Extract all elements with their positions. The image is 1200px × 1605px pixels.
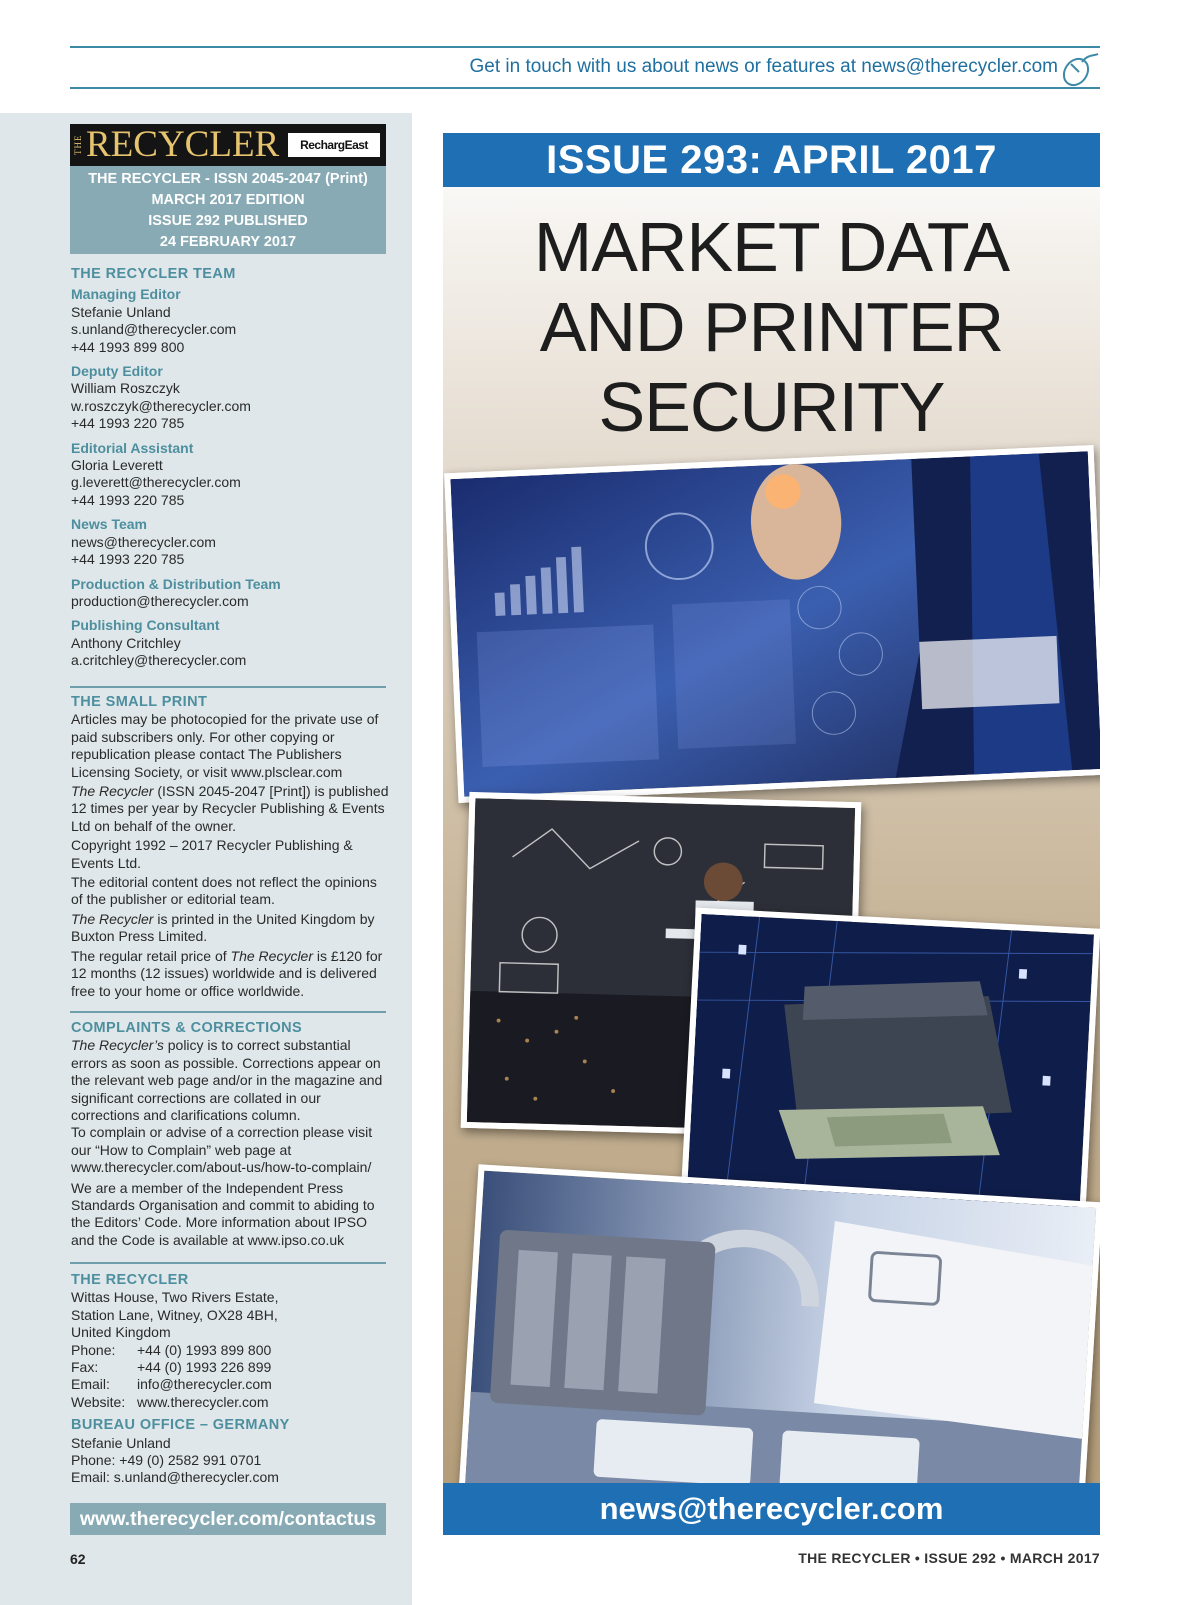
email-value[interactable]: info@therecycler.com [137, 1376, 272, 1393]
price-publication-name: The Recycler [230, 947, 313, 964]
news-team-label: News Team [71, 516, 147, 533]
address-heading: THE RECYCLER [71, 1272, 189, 1288]
news-team-email[interactable]: news@therecycler.com [71, 533, 216, 550]
address-phone-row [71, 1342, 391, 1359]
website-value[interactable]: www.therecycler.com [137, 1393, 269, 1410]
address-line-1: Wittas House, Two Rivers Estate, [71, 1289, 279, 1306]
issue-advert [443, 133, 1100, 1535]
publishing-consultant-email[interactable]: a.critchley@therecycler.com [71, 652, 247, 669]
photo-market-data [444, 445, 1100, 803]
complaints-how-to: To complain or advise of a correction please visit our “How to Complain” web page at www.therecycler.com/about-us/how-to-complain/ [71, 1124, 373, 1176]
edition-box [70, 166, 386, 254]
small-print-printer [71, 911, 391, 946]
managing-editor-name: Stefanie Unland [71, 303, 171, 320]
small-print-section [71, 694, 391, 1000]
address-website-row [71, 1394, 391, 1411]
complaints-policy [71, 1037, 391, 1124]
small-print-disclaimer: The editorial content does not reflect the opinions of the publisher or editorial team. [71, 874, 377, 908]
running-footer: THE RECYCLER • ISSUE 292 • MARCH 2017 [798, 1550, 1100, 1566]
partner-logo: RechargEast [288, 133, 380, 157]
bureau-email[interactable]: Email: s.unland@therecycler.com [71, 1469, 279, 1486]
deputy-editor-email[interactable]: w.roszczyk@therecycler.com [71, 397, 251, 414]
edition-date: 24 FEBRUARY 2017 [159, 234, 297, 250]
edition-issue: ISSUE 292 PUBLISHED [148, 213, 308, 229]
photo-padlock-card [459, 1164, 1100, 1532]
advert-banner: ISSUE 293: APRIL 2017 [443, 133, 1100, 187]
website-label: Website: [71, 1393, 126, 1410]
complaints-ipso: We are a member of the Independent Press Standards Organisation and commit to abiding to the Editors’ Code. More information about IPSO and the Code is available at www.ipso.co.uk [71, 1179, 375, 1248]
small-print-copyright: Copyright 1992 – 2017 Recycler Publishing & Events Ltd. [71, 837, 353, 871]
logo-prefix: THE [73, 134, 83, 156]
fax-label: Fax: [71, 1359, 99, 1376]
bureau-name: Stefanie Unland [71, 1434, 171, 1451]
section-divider [70, 686, 386, 688]
masthead-logo [70, 124, 386, 166]
section-divider [70, 1262, 386, 1264]
address-section [71, 1272, 391, 1487]
mouse-icon [1060, 52, 1100, 88]
contact-line[interactable]: Get in touch with us about news or features at news@therecycler.com [469, 56, 1058, 77]
advert-title-line: SECURITY [598, 368, 945, 446]
fax-value: +44 (0) 1993 226 899 [137, 1359, 272, 1376]
managing-editor-phone: +44 1993 899 800 [71, 338, 185, 355]
advert-email-link[interactable]: news@therecycler.com [443, 1483, 1100, 1535]
editorial-assistant-phone: +44 1993 220 785 [71, 491, 185, 508]
printer-publication-name: The Recycler [71, 910, 154, 927]
editorial-assistant-label: Editorial Assistant [71, 439, 194, 456]
publishing-consultant-name: Anthony Critchley [71, 634, 181, 651]
deputy-editor-name: William Roszczyk [71, 380, 180, 397]
advert-title-line: AND PRINTER [539, 288, 1004, 366]
complaints-heading: COMPLAINTS & CORRECTIONS [71, 1020, 303, 1036]
bureau-phone: Phone: +49 (0) 2582 991 0701 [71, 1452, 262, 1469]
small-print-publication [71, 783, 391, 835]
news-team-phone: +44 1993 220 785 [71, 551, 185, 568]
production-team-label: Production & Distribution Team [71, 575, 281, 592]
editorial-assistant-name: Gloria Leverett [71, 457, 163, 474]
address-line-2: Station Lane, Witney, OX28 4BH, [71, 1306, 278, 1323]
phone-value: +44 (0) 1993 899 800 [137, 1341, 272, 1358]
team-section [71, 266, 391, 670]
editorial-assistant-email[interactable]: g.leverett@therecycler.com [71, 474, 241, 491]
address-line-3: United Kingdom [71, 1324, 171, 1341]
address-fax-row [71, 1359, 391, 1376]
phone-label: Phone: [71, 1341, 116, 1358]
complaints-section [71, 1020, 391, 1249]
deputy-editor-phone: +44 1993 220 785 [71, 415, 185, 432]
deputy-editor-label: Deputy Editor [71, 363, 163, 380]
advert-title [443, 207, 1100, 447]
top-rule-lower [70, 87, 1100, 89]
small-print-price [71, 948, 391, 1000]
managing-editor-email[interactable]: s.unland@therecycler.com [71, 321, 237, 338]
price-text-rest: is £120 for 12 months (12 issues) worldwide and is delivered free to your home or office worldwide. [71, 947, 383, 999]
advert-title-line: MARKET DATA [533, 208, 1010, 286]
printer-text: is printed in the United Kingdom by Buxton Press Limited. [71, 910, 375, 945]
address-email-row [71, 1376, 391, 1393]
bureau-heading: BUREAU OFFICE – GERMANY [71, 1417, 290, 1434]
small-print-heading: THE SMALL PRINT [71, 694, 208, 710]
email-label: Email: [71, 1376, 110, 1393]
edition-month: MARCH 2017 EDITION [151, 192, 305, 208]
contact-us-link[interactable]: www.therecycler.com/contactus [70, 1503, 386, 1535]
production-team-email[interactable]: production@therecycler.com [71, 592, 249, 609]
team-heading: THE RECYCLER TEAM [71, 266, 236, 282]
publication-name: The Recycler [71, 783, 154, 800]
section-divider [70, 1011, 386, 1013]
publication-text: (ISSN 2045-2047 [Print]) is published 12 times per year by Recycler Publishing & Events Ltd on behalf of the owner. [71, 783, 389, 834]
publishing-consultant-label: Publishing Consultant [71, 617, 220, 634]
policy-text: policy is to correct substantial errors as soon as possible. Corrections appear on the relevant web page and/or in the magazine and significant corrections are collated in our corrections and clarifications column. [71, 1037, 383, 1124]
small-print-copying: Articles may be photocopied for the private use of paid subscribers only. For other copying or republication please contact The Publishers Licensing Society, or visit www.plsclear.com [71, 711, 379, 780]
policy-publication-name: The Recycler’s [71, 1037, 164, 1054]
price-text-start: The regular retail price of [71, 947, 231, 964]
photo-printer-money [681, 908, 1100, 1219]
top-rule [70, 46, 1100, 48]
edition-issn: THE RECYCLER - ISSN 2045-2047 (Print) [88, 171, 368, 187]
page-number: 62 [70, 1551, 86, 1567]
logo-wordmark: RECYCLER [86, 124, 280, 165]
managing-editor-label: Managing Editor [71, 286, 181, 303]
